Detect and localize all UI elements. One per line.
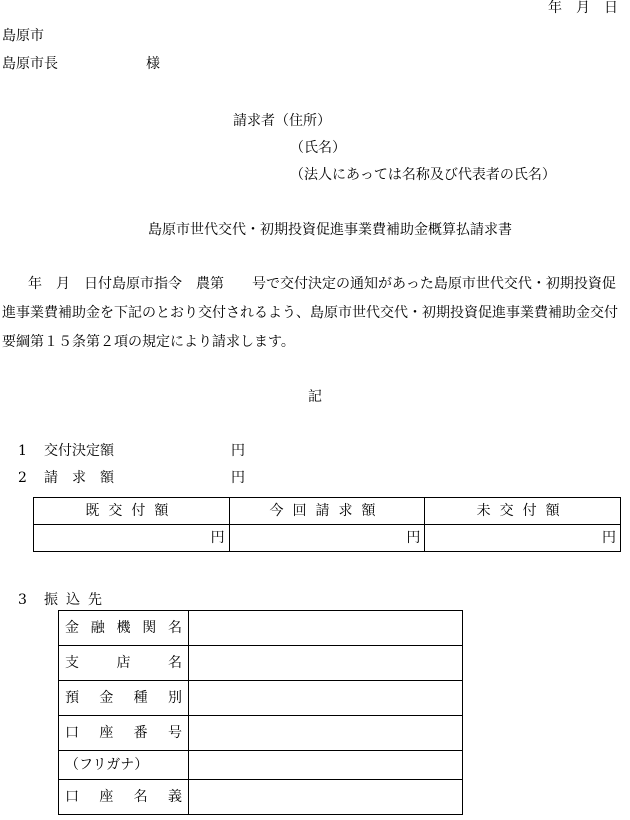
- recipient-city: 島原市: [2, 28, 44, 44]
- header-current-claim: 今回請求額: [229, 498, 425, 525]
- claimant-address-label: 請求者（住所）: [233, 113, 331, 129]
- bank-row-account-type: [59, 681, 463, 716]
- bank-row-institution: [59, 611, 463, 646]
- recipient-honorific: 様: [146, 56, 160, 72]
- bank-institution-field[interactable]: [189, 611, 463, 646]
- recipient-mayor: 島原市長: [2, 56, 58, 72]
- amount-table: [33, 497, 621, 552]
- branch-label: 支 店 名: [59, 646, 189, 681]
- amount-table-header-row: [34, 498, 621, 525]
- header-unpaid-amount: 未交付額: [425, 498, 621, 525]
- bank-row-account-holder: [59, 780, 463, 815]
- account-holder-field[interactable]: [189, 780, 463, 815]
- amount-table-value-row: [34, 525, 621, 552]
- item2-label: 請 求 額: [44, 470, 114, 486]
- bank-row-branch: [59, 646, 463, 681]
- item2-unit: 円: [231, 470, 245, 486]
- account-number-label: 口 座 番 号: [59, 716, 189, 751]
- date-line: 年 月 日: [548, 0, 618, 16]
- account-number-field[interactable]: [189, 716, 463, 751]
- furigana-field[interactable]: [189, 751, 463, 780]
- header-paid-amount: 既交付額: [34, 498, 230, 525]
- bank-row-furigana: [59, 751, 463, 780]
- unpaid-amount-field[interactable]: 円: [425, 525, 621, 552]
- paid-amount-field[interactable]: 円: [34, 525, 230, 552]
- item2-number: 2: [18, 470, 27, 486]
- item1-label: 交付決定額: [44, 443, 114, 459]
- bank-table: [58, 610, 463, 815]
- account-holder-label: 口 座 名 義: [59, 780, 189, 815]
- furigana-label: （フリガナ）: [59, 751, 189, 780]
- bank-row-account-number: [59, 716, 463, 751]
- current-claim-field[interactable]: 円: [229, 525, 425, 552]
- ki-heading: 記: [308, 389, 322, 405]
- bank-institution-label: 金 融 機 関 名: [59, 611, 189, 646]
- claimant-name-label: （氏名）: [290, 140, 346, 156]
- body-line-1: 年 月 日付島原市指令 農第 号で交付決定の通知があった島原市世代交代・初期投資促: [28, 276, 616, 292]
- item3-label: 振込先: [44, 592, 110, 608]
- item3-number: 3: [18, 592, 27, 608]
- account-type-label: 預 金 種 別: [59, 681, 189, 716]
- item1-unit: 円: [231, 443, 245, 459]
- body-line-3: 要綱第１５条第２項の規定により請求します。: [2, 334, 295, 350]
- body-line-2: 進事業費補助金を下記のとおり交付されるよう、島原市世代交代・初期投資促進事業費補助金交付: [2, 305, 618, 321]
- account-type-field[interactable]: [189, 681, 463, 716]
- document-title: 島原市世代交代・初期投資促進事業費補助金概算払請求書: [148, 222, 512, 238]
- item1-number: 1: [18, 443, 27, 459]
- branch-field[interactable]: [189, 646, 463, 681]
- claimant-corporate-note: （法人にあっては名称及び代表者の氏名）: [290, 167, 556, 183]
